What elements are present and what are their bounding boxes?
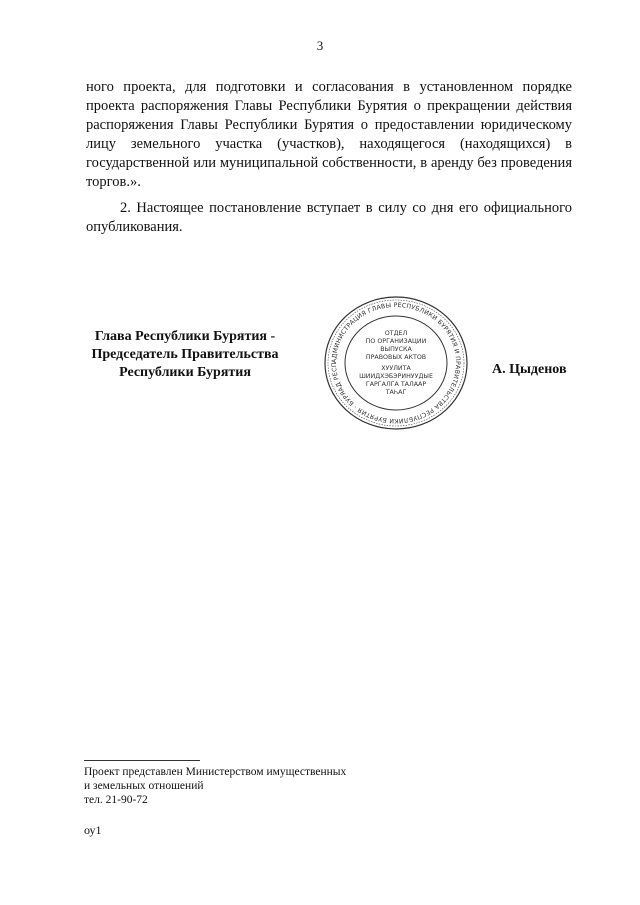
- document-code: оу1: [84, 823, 102, 837]
- seal-center-line: ГАРГАЛГА ТАЛААР: [365, 381, 427, 388]
- seal-center-line: ШИИДХЭБЭРИНУУДЫЕ: [359, 373, 433, 380]
- signatory-title: [80, 328, 290, 382]
- footnote-phone: тел. 21-90-72: [84, 794, 148, 806]
- seal-center-line: ПО ОРГАНИЗАЦИИ: [365, 338, 427, 345]
- footnote-line: Проект представлен Министерством имущественных: [84, 766, 347, 778]
- footnote-line: и земельных отношений: [84, 780, 204, 792]
- paragraph-effective-date: 2. Настоящее постановление вступает в силу со дня его официального опубликования.: [86, 200, 572, 235]
- seal-graphic: [322, 294, 470, 432]
- signatory-title-line: Глава Республики Бурятия -: [94, 329, 276, 344]
- signatory-title-line: Председатель Правительства: [91, 347, 279, 362]
- footnote: [84, 765, 346, 807]
- seal-center-line: ВЫПУСКА: [380, 346, 412, 353]
- seal-center-line: ПРАВОВЫХ АКТОВ: [365, 354, 427, 361]
- seal-center-line: ТАҺАГ: [385, 389, 407, 396]
- official-seal: [322, 294, 470, 432]
- footnote-divider: [84, 760, 200, 761]
- seal-center-line: ХУУЛИТА: [381, 365, 411, 372]
- page-number: 3: [316, 38, 324, 53]
- signatory-title-line: Республики Бурятия: [119, 365, 251, 380]
- seal-center-line: ОТДЕЛ: [384, 330, 408, 337]
- paragraph-continuation: ного проекта, для подготовки и согласования в установленном порядке проекта распоряжения Главы Республики Бурятия о прекращении действия распоряжения Главы Республики Бурятия о предоставлении юридическому лицу земельного участка (участков), находящегося (находящихся) в государственной или муниципальной собственности, в аренду без проведения торгов.».: [86, 79, 572, 190]
- signatory-name: А. Цыденов: [492, 362, 567, 377]
- seal-ring-text: АДМИНИСТРАЦИЯ ГЛАВЫ РЕСПУБЛИКИ БУРЯТИЯ И ПРАВИТЕЛЬСТВА РЕСПУБЛИКИ БУРЯТИЯ · БУРЯАД РЕСП: [330, 301, 462, 425]
